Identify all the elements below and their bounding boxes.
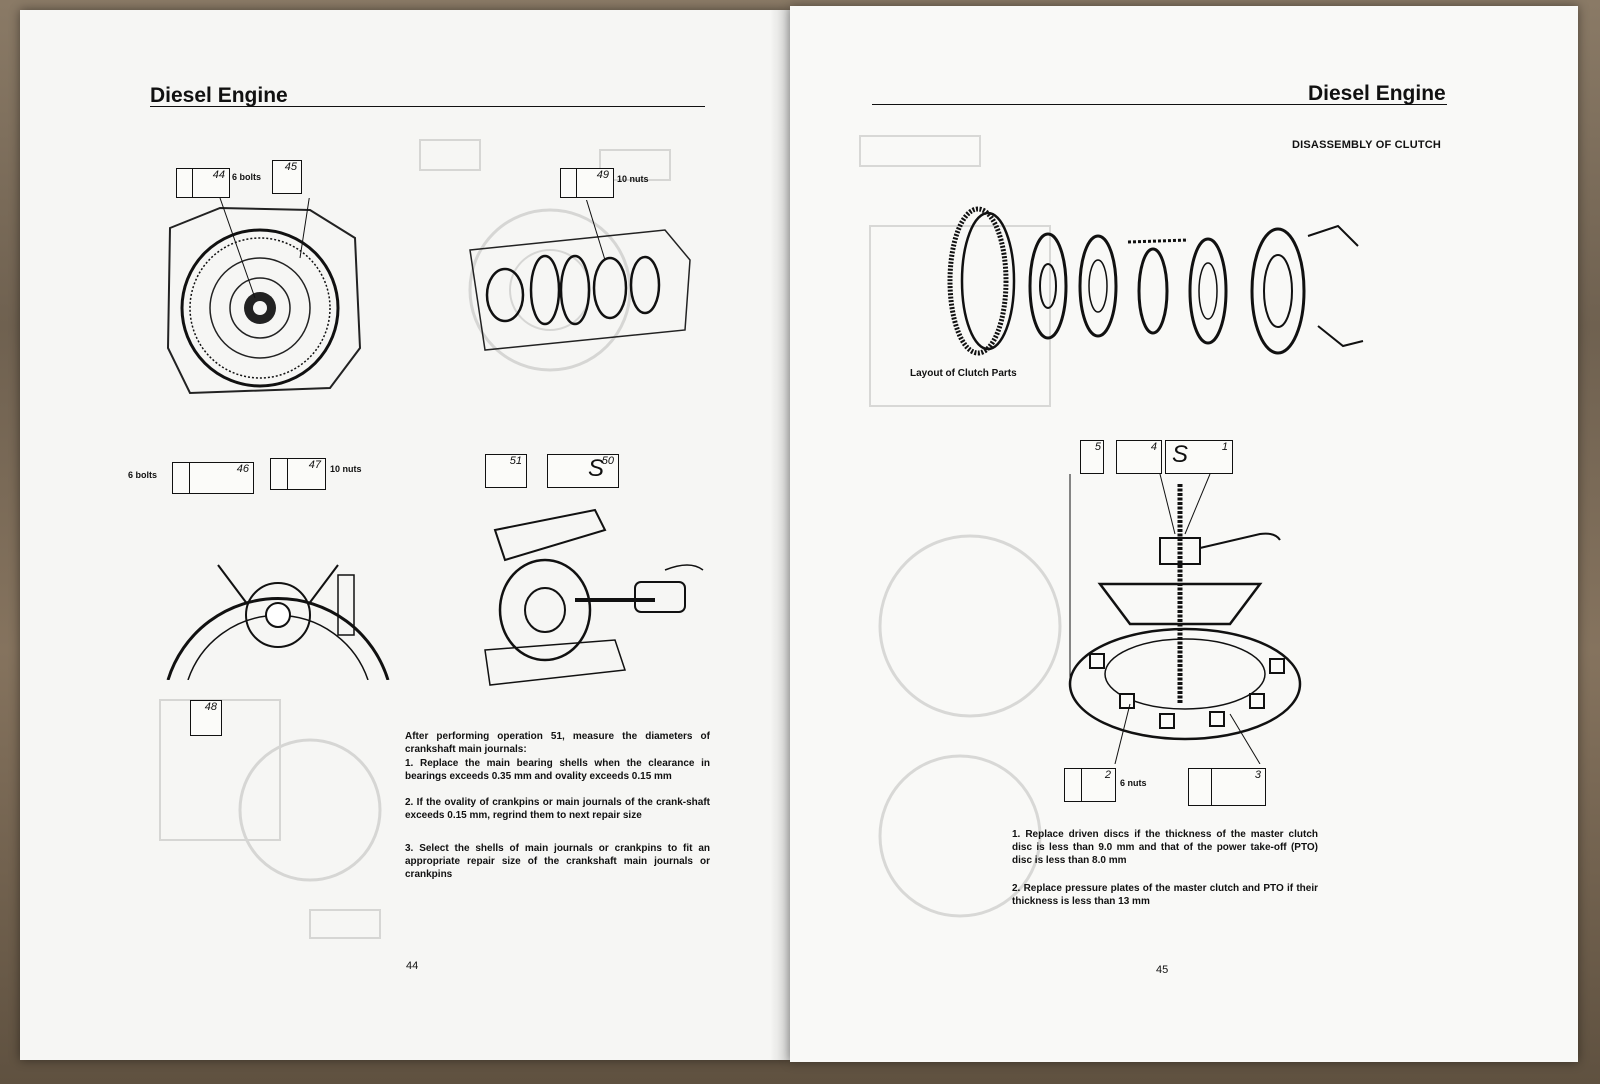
box-divider [287, 459, 288, 489]
operation-number: 51 [509, 455, 522, 467]
tool-letter: S [588, 455, 605, 482]
header-rule [150, 106, 705, 107]
operation-box [1064, 768, 1116, 802]
crankshaft-drawing [465, 200, 695, 360]
clutch-press-drawing [1060, 474, 1320, 764]
nut-count-note: 10 nuts [330, 464, 362, 474]
bolt-count-note: 6 bolts [232, 172, 262, 182]
instruction-item-1: 1. Replace the main bearing shells when the clearance in bearings exceeds 0.35 mm and ovality exceeds 0.15 mm [405, 758, 710, 782]
operation-number: 47 [308, 459, 321, 471]
right-page [790, 6, 1578, 1062]
box-divider [192, 169, 193, 197]
operation-number: 1 [1221, 441, 1228, 453]
operation-number: 45 [284, 161, 297, 173]
operation-box [560, 168, 614, 198]
page-header: Diesel Engine [150, 84, 288, 107]
page-number: 45 [1156, 964, 1169, 976]
instruction-item-3: 3. Select the shells of main journals or crankpins to fit an appropriate repair size of the crankshaft main journals or crankpins [405, 843, 710, 880]
operation-number: 46 [236, 463, 249, 475]
section-title: DISASSEMBLY OF CLUTCH [1292, 139, 1442, 151]
page-header: Diesel Engine [1308, 82, 1446, 105]
nut-count-note: 10 nuts [617, 174, 649, 184]
box-divider [189, 463, 190, 493]
operation-number: 5 [1094, 441, 1101, 453]
left-page [20, 10, 790, 1060]
housing-drawing [158, 495, 398, 680]
tool-box [547, 454, 619, 488]
crankshaft-figure [465, 160, 695, 360]
operation-number: 50 [601, 455, 614, 467]
measurement-intro: After performing operation 51, measure the diameters of crankshaft main journals: [405, 731, 710, 755]
flywheel-figure [160, 158, 370, 398]
operation-box [176, 168, 230, 198]
header-rule [872, 104, 1447, 105]
clutch-press-figure [1060, 434, 1320, 824]
bolt-count-note: 6 bolts [128, 470, 158, 480]
operation-box [270, 458, 326, 490]
operation-number: 48 [204, 701, 217, 713]
tool-letter: S [1172, 441, 1189, 468]
instruction-item-1: 1. Replace driven discs if the thickness of the master clutch disc is less than 9.0 mm and that of the power take-off (PTO) disc is less than 8.0 mm [1012, 829, 1318, 866]
operation-number: 2 [1104, 769, 1111, 781]
show-through-drawing [850, 476, 1090, 936]
flywheel-housing-figure [128, 450, 398, 740]
operation-number: 49 [596, 169, 609, 181]
instruction-item-2: 2. Replace pressure plates of the master clutch and PTO if their thickness is less than 13 mm [1012, 883, 1318, 907]
puller-drawing [475, 490, 705, 690]
clutch-parts-layout-drawing [938, 206, 1368, 366]
box-divider [1081, 769, 1082, 801]
page-number: 44 [406, 960, 419, 972]
operation-box [272, 160, 302, 194]
flywheel-drawing [160, 198, 370, 398]
figure-caption: Layout of Clutch Parts [910, 368, 1017, 379]
operation-box [1188, 768, 1266, 806]
operation-number: 44 [212, 169, 225, 181]
box-divider [576, 169, 577, 197]
operation-box [1080, 440, 1104, 474]
box-divider [1211, 769, 1212, 805]
operation-number: 4 [1150, 441, 1157, 453]
nut-count-note: 6 nuts [1120, 778, 1147, 788]
operation-box [190, 700, 222, 736]
instruction-item-2: 2. If the ovality of crankpins or main journals of the crank-shaft exceeds 0.15 mm, regrind them to next repair size [405, 797, 710, 821]
operation-box [485, 454, 527, 488]
operation-box [1116, 440, 1162, 474]
operation-number: 3 [1254, 769, 1261, 781]
tool-box [1165, 440, 1233, 474]
puller-figure [475, 446, 705, 696]
operation-box [172, 462, 254, 494]
